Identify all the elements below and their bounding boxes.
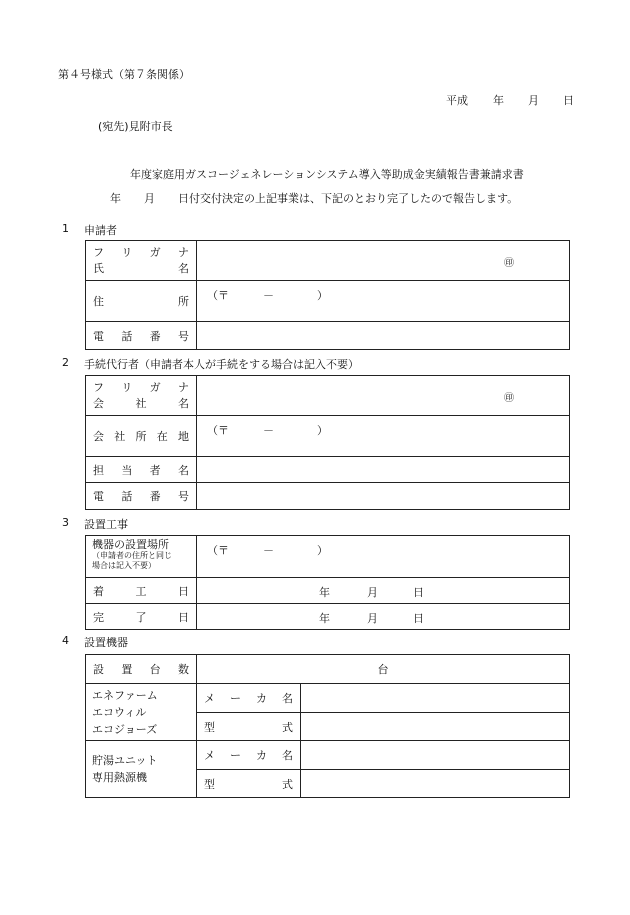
install-location-field[interactable] (197, 536, 570, 578)
applicant-table (85, 240, 570, 350)
label-unit-count: 設 置 台 数 (86, 655, 197, 684)
section-3-title: 設置工事 (84, 518, 128, 531)
label-maker-2: メ ー カ 名 (197, 741, 301, 770)
maker-field-2[interactable] (301, 741, 570, 770)
addressee: (宛先)見附市長 (98, 120, 173, 133)
label-maker-1: メ ー カ 名 (197, 684, 301, 713)
label-person-in-charge: 担 当 者 名 (86, 457, 197, 483)
zip-open: （〒 (207, 544, 229, 557)
label-start-date: 着 工 日 (86, 578, 197, 604)
applicant-name-field[interactable] (197, 241, 570, 281)
installation-table (85, 535, 570, 630)
label-equipment-group-1: エネファーム エコウィル エコジョーズ (86, 684, 197, 741)
unit-label: 台 (377, 663, 389, 676)
label-completion-date: 完 了 日 (86, 604, 197, 630)
section-2-number: 2 (62, 356, 69, 369)
zip-close: ） (317, 424, 328, 437)
document-title: 年度家庭用ガスコージェネレーションシステム導入等助成金実績報告書兼請求書 (130, 168, 524, 181)
intro-year: 年 (110, 192, 121, 205)
zip-dash: － (263, 544, 274, 557)
form-number: 第４号様式（第７条関係） (58, 68, 190, 81)
section-4-number: 4 (62, 634, 69, 647)
unit-count-field[interactable] (197, 655, 570, 684)
zip-dash: － (263, 289, 274, 302)
section-3-number: 3 (62, 516, 69, 529)
label-model-1: 型 式 (197, 713, 301, 741)
label-phone: 電 話 番 号 (86, 483, 197, 510)
zip-close: ） (317, 289, 328, 302)
section-1-number: 1 (62, 222, 69, 235)
applicant-address-field[interactable] (197, 281, 570, 322)
completion-date-field[interactable] (197, 604, 570, 630)
label-install-location: 機器の設置場所 （申請者の住所と同じ 場合は記入不要） (86, 536, 197, 578)
label-equipment-group-2: 貯湯ユニット 専用熱源機 (86, 741, 197, 798)
intro-month: 月 (144, 192, 155, 205)
date-month: 月 (528, 94, 539, 107)
section-4-title: 設置機器 (84, 636, 128, 649)
seal-mark: ㊞ (504, 258, 514, 269)
seal-mark: ㊞ (504, 393, 514, 404)
date-era: 平成 (446, 94, 468, 107)
company-address-field[interactable] (197, 416, 570, 457)
date-day: 日 (563, 94, 574, 107)
agent-table (85, 375, 570, 510)
zip-close: ） (317, 544, 328, 557)
month-label: 月 (367, 586, 378, 599)
date-year: 年 (493, 94, 504, 107)
month-label: 月 (367, 612, 378, 625)
label-furigana-company: フ リ ガ ナ 会 社 名 (86, 376, 197, 416)
day-label: 日 (413, 612, 424, 625)
person-in-charge-field[interactable] (197, 457, 570, 483)
zip-dash: － (263, 424, 274, 437)
label-furigana-name: フ リ ガ ナ 氏 名 (86, 241, 197, 281)
agent-phone-field[interactable] (197, 483, 570, 510)
label-model-2: 型 式 (197, 770, 301, 798)
equipment-table (85, 654, 570, 798)
intro-text: 日付交付決定の上記事業は、下記のとおり完了したので報告します。 (178, 192, 519, 205)
year-label: 年 (319, 612, 330, 625)
day-label: 日 (413, 586, 424, 599)
applicant-phone-field[interactable] (197, 322, 570, 350)
zip-open: （〒 (207, 424, 229, 437)
label-company-address: 会 社 所 在 地 (86, 416, 197, 457)
zip-open: （〒 (207, 289, 229, 302)
model-field-2[interactable] (301, 770, 570, 798)
year-label: 年 (319, 586, 330, 599)
section-2-title: 手続代行者（申請者本人が手続をする場合は記入不要） (84, 358, 359, 371)
label-address: 住 所 (86, 281, 197, 322)
maker-field-1[interactable] (301, 684, 570, 713)
start-date-field[interactable] (197, 578, 570, 604)
model-field-1[interactable] (301, 713, 570, 741)
section-1-title: 申請者 (84, 224, 117, 237)
company-name-field[interactable] (197, 376, 570, 416)
label-phone: 電 話 番 号 (86, 322, 197, 350)
